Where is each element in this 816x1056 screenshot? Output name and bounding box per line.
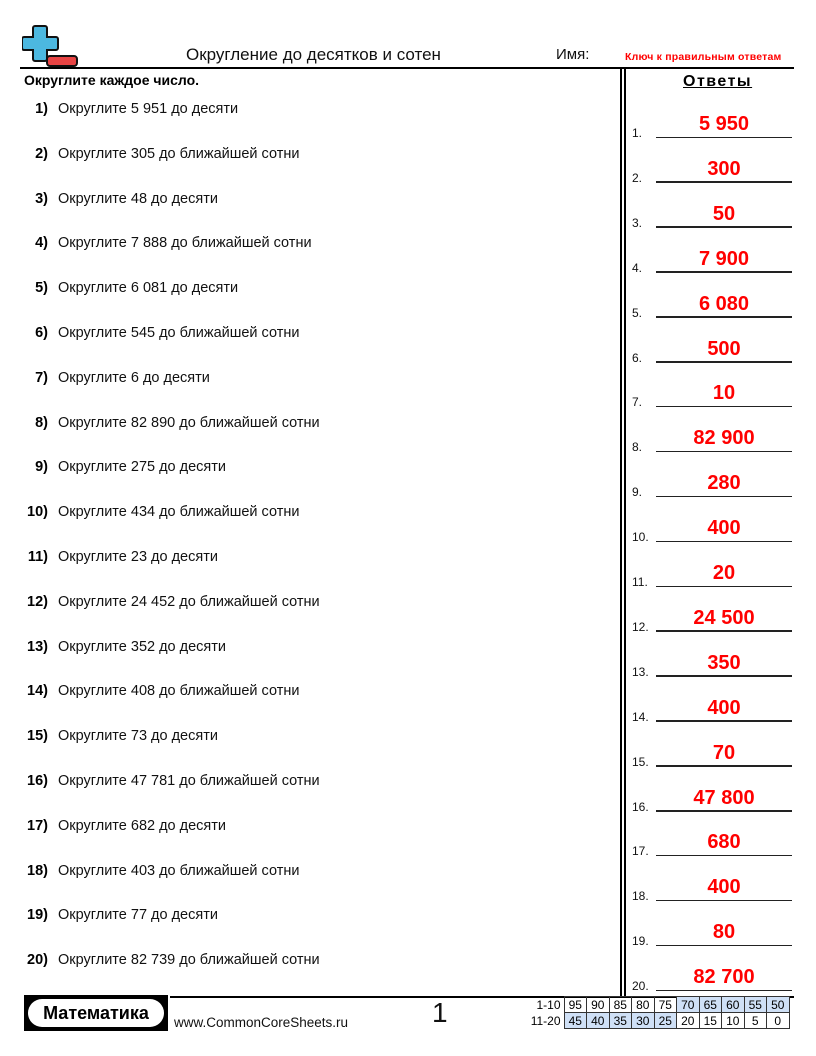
question-number: 7) xyxy=(35,369,48,386)
answer-value: 24 500 xyxy=(693,606,755,629)
score-cell: 75 xyxy=(654,997,677,1013)
answer-item xyxy=(632,424,797,454)
question-text: Округлите 48 до десяти xyxy=(58,190,218,207)
score-cell: 20 xyxy=(677,1013,700,1029)
answer-item xyxy=(632,290,797,320)
answer-number: 6. xyxy=(632,350,643,365)
answer-number: 17. xyxy=(632,844,649,859)
answer-number: 11. xyxy=(632,575,648,589)
answer-number: 3. xyxy=(632,215,643,230)
answer-number: 18. xyxy=(632,889,649,904)
score-cell: 80 xyxy=(632,997,655,1013)
question-number: 19) xyxy=(27,907,48,924)
answer-key-label: Ключ к правильным ответам xyxy=(625,51,782,63)
question-text: Округлите 352 до десяти xyxy=(58,638,227,655)
score-cell: 25 xyxy=(654,1013,677,1029)
question-text: Округлите 82 739 до ближайшей сотни xyxy=(58,952,320,969)
answer-item xyxy=(632,604,797,634)
question-text: Округлите 545 до ближайшей сотни xyxy=(58,325,300,341)
answer-item xyxy=(632,963,797,993)
answer-value: 50 xyxy=(712,202,736,225)
answer-line xyxy=(656,226,792,228)
question-number: 1) xyxy=(35,101,48,117)
answer-value: 6 080 xyxy=(698,292,750,315)
score-cell: 10 xyxy=(722,1013,745,1029)
answer-number: 15. xyxy=(632,754,649,769)
question-text: Округлите 6 081 до десяти xyxy=(58,280,239,297)
answer-item xyxy=(632,739,797,769)
answer-item xyxy=(632,379,797,409)
question-text: Округлите 6 до десяти xyxy=(58,369,210,386)
answer-item xyxy=(632,694,797,724)
answer-value: 82 900 xyxy=(693,427,755,450)
question-text: Округлите 82 890 до ближайшей сотни xyxy=(58,414,320,431)
answer-line xyxy=(656,720,792,722)
question-number: 6) xyxy=(35,325,48,341)
question-text: Округлите 77 до десяти xyxy=(58,907,218,924)
question-number: 8) xyxy=(35,414,48,431)
answer-value: 500 xyxy=(707,337,741,360)
answer-item xyxy=(632,918,797,948)
answer-number: 19. xyxy=(632,934,649,949)
answer-number: 14. xyxy=(632,709,649,724)
column-divider xyxy=(620,68,622,996)
answer-value: 20 xyxy=(712,562,736,584)
score-cell: 90 xyxy=(587,997,610,1013)
answer-line xyxy=(656,586,792,588)
score-cell: 45 xyxy=(564,1013,587,1029)
question-number: 2) xyxy=(35,145,48,162)
answer-number: 16. xyxy=(632,799,649,814)
answer-line xyxy=(656,181,792,183)
score-cell: 85 xyxy=(609,997,632,1013)
answer-value: 10 xyxy=(712,382,736,405)
answer-line xyxy=(656,361,792,363)
question-text: Округлите 408 до ближайшей сотни xyxy=(58,683,300,700)
answer-item xyxy=(632,873,797,903)
answer-value: 400 xyxy=(707,517,741,540)
answer-line xyxy=(656,406,792,408)
score-cell: 40 xyxy=(587,1013,610,1029)
answer-line xyxy=(656,271,792,273)
answer-value: 80 xyxy=(712,921,736,944)
plus-minus-logo-icon xyxy=(22,24,80,68)
answer-item xyxy=(632,784,797,814)
score-cell: 70 xyxy=(677,997,700,1013)
answer-item xyxy=(632,469,797,499)
question-number: 13) xyxy=(27,638,48,655)
question-text: Округлите 275 до десяти xyxy=(58,459,227,476)
answer-value: 70 xyxy=(712,741,736,764)
answer-item xyxy=(632,828,797,858)
score-cell: 30 xyxy=(632,1013,655,1029)
answer-number: 1. xyxy=(632,126,643,140)
page-number: 1 xyxy=(432,997,448,1028)
question-number: 14) xyxy=(27,683,48,700)
question-text: Округлите 24 452 до ближайшей сотни xyxy=(58,593,320,610)
answer-item xyxy=(632,245,797,275)
name-label: Имя: xyxy=(556,46,590,63)
answer-item xyxy=(632,649,797,679)
answer-line xyxy=(656,675,792,677)
answer-value: 400 xyxy=(707,696,741,719)
question-text: Округлите 403 до ближайшей сотни xyxy=(58,862,300,879)
answer-line xyxy=(656,945,792,947)
answer-value: 300 xyxy=(707,157,741,180)
score-range-label: 1-10 xyxy=(536,997,561,1012)
site-url: www.CommonCoreSheets.ru xyxy=(174,1015,349,1030)
instructions: Округлите каждое число. xyxy=(24,72,200,88)
answer-item xyxy=(632,110,797,140)
answer-number: 13. xyxy=(632,664,649,679)
question-text: Округлите 305 до ближайшей сотни xyxy=(58,145,300,162)
answer-value: 400 xyxy=(707,876,741,899)
answer-number: 12. xyxy=(632,619,649,634)
header-divider xyxy=(20,67,794,69)
answer-value: 5 950 xyxy=(698,113,750,135)
answer-number: 20. xyxy=(632,979,649,994)
answer-line xyxy=(656,630,792,632)
score-cell: 55 xyxy=(744,997,767,1013)
answer-number: 2. xyxy=(632,170,643,185)
score-cell: 60 xyxy=(722,997,745,1013)
question-number: 15) xyxy=(27,728,48,745)
question-number: 16) xyxy=(27,773,48,789)
question-text: Округлите 682 до десяти xyxy=(58,817,227,834)
answer-number: 10. xyxy=(632,530,649,545)
answer-line xyxy=(656,855,792,857)
question-number: 4) xyxy=(35,235,48,252)
score-cell: 65 xyxy=(699,997,722,1013)
score-cell: 50 xyxy=(767,997,790,1013)
answer-value: 47 800 xyxy=(693,786,755,809)
score-cell: 5 xyxy=(744,1013,767,1029)
question-number: 20) xyxy=(27,952,48,969)
question-number: 12) xyxy=(27,593,48,610)
answer-line xyxy=(656,990,792,992)
answer-line xyxy=(656,541,792,543)
score-cell: 15 xyxy=(699,1013,722,1029)
question-number: 3) xyxy=(35,190,48,207)
answer-line xyxy=(656,451,792,453)
question-text: Округлите 5 951 до десяти xyxy=(58,101,239,117)
answer-number: 5. xyxy=(632,305,643,320)
question-number: 10) xyxy=(27,504,48,521)
score-cell: 0 xyxy=(767,1013,790,1029)
question-text: Округлите 23 до десяти xyxy=(58,549,218,565)
answer-number: 4. xyxy=(632,260,643,275)
score-row xyxy=(528,997,789,1013)
answer-value: 680 xyxy=(707,831,741,854)
question-text: Округлите 47 781 до ближайшей сотни xyxy=(58,773,320,789)
question-number: 18) xyxy=(27,862,48,879)
question-text: Округлите 434 до ближайшей сотни xyxy=(58,504,300,521)
answer-item xyxy=(632,335,797,365)
answer-line xyxy=(656,316,792,318)
question-number: 11) xyxy=(27,549,48,565)
score-cell: 35 xyxy=(609,1013,632,1029)
answer-line xyxy=(656,810,792,812)
answer-line xyxy=(656,137,792,139)
score-cell: 95 xyxy=(564,997,587,1013)
answer-item xyxy=(632,514,797,544)
answer-number: 9. xyxy=(632,485,643,500)
question-text: Округлите 73 до десяти xyxy=(58,728,218,745)
answer-value: 7 900 xyxy=(698,247,750,270)
answer-item xyxy=(632,559,797,589)
column-divider xyxy=(624,68,626,996)
question-number: 5) xyxy=(35,280,48,297)
question-number: 9) xyxy=(35,459,48,476)
answer-value: 280 xyxy=(707,472,741,495)
question-text: Округлите 7 888 до ближайшей сотни xyxy=(58,235,312,252)
brand-label: Математика xyxy=(28,999,164,1027)
answer-value: 82 700 xyxy=(693,966,755,989)
score-range-label: 11-20 xyxy=(530,1013,561,1028)
answer-line xyxy=(656,765,792,767)
question-number: 17) xyxy=(27,817,48,834)
answer-item xyxy=(632,200,797,230)
answer-item xyxy=(632,155,797,185)
answer-line xyxy=(656,900,792,902)
worksheet-title: Округление до десятков и сотен xyxy=(186,45,441,64)
score-row xyxy=(528,1013,789,1029)
score-table xyxy=(528,996,790,1029)
answers-heading: Ответы xyxy=(683,73,753,90)
answer-line xyxy=(656,496,792,498)
answer-value: 350 xyxy=(707,651,741,674)
answer-number: 7. xyxy=(632,395,643,410)
answer-number: 8. xyxy=(632,440,643,455)
